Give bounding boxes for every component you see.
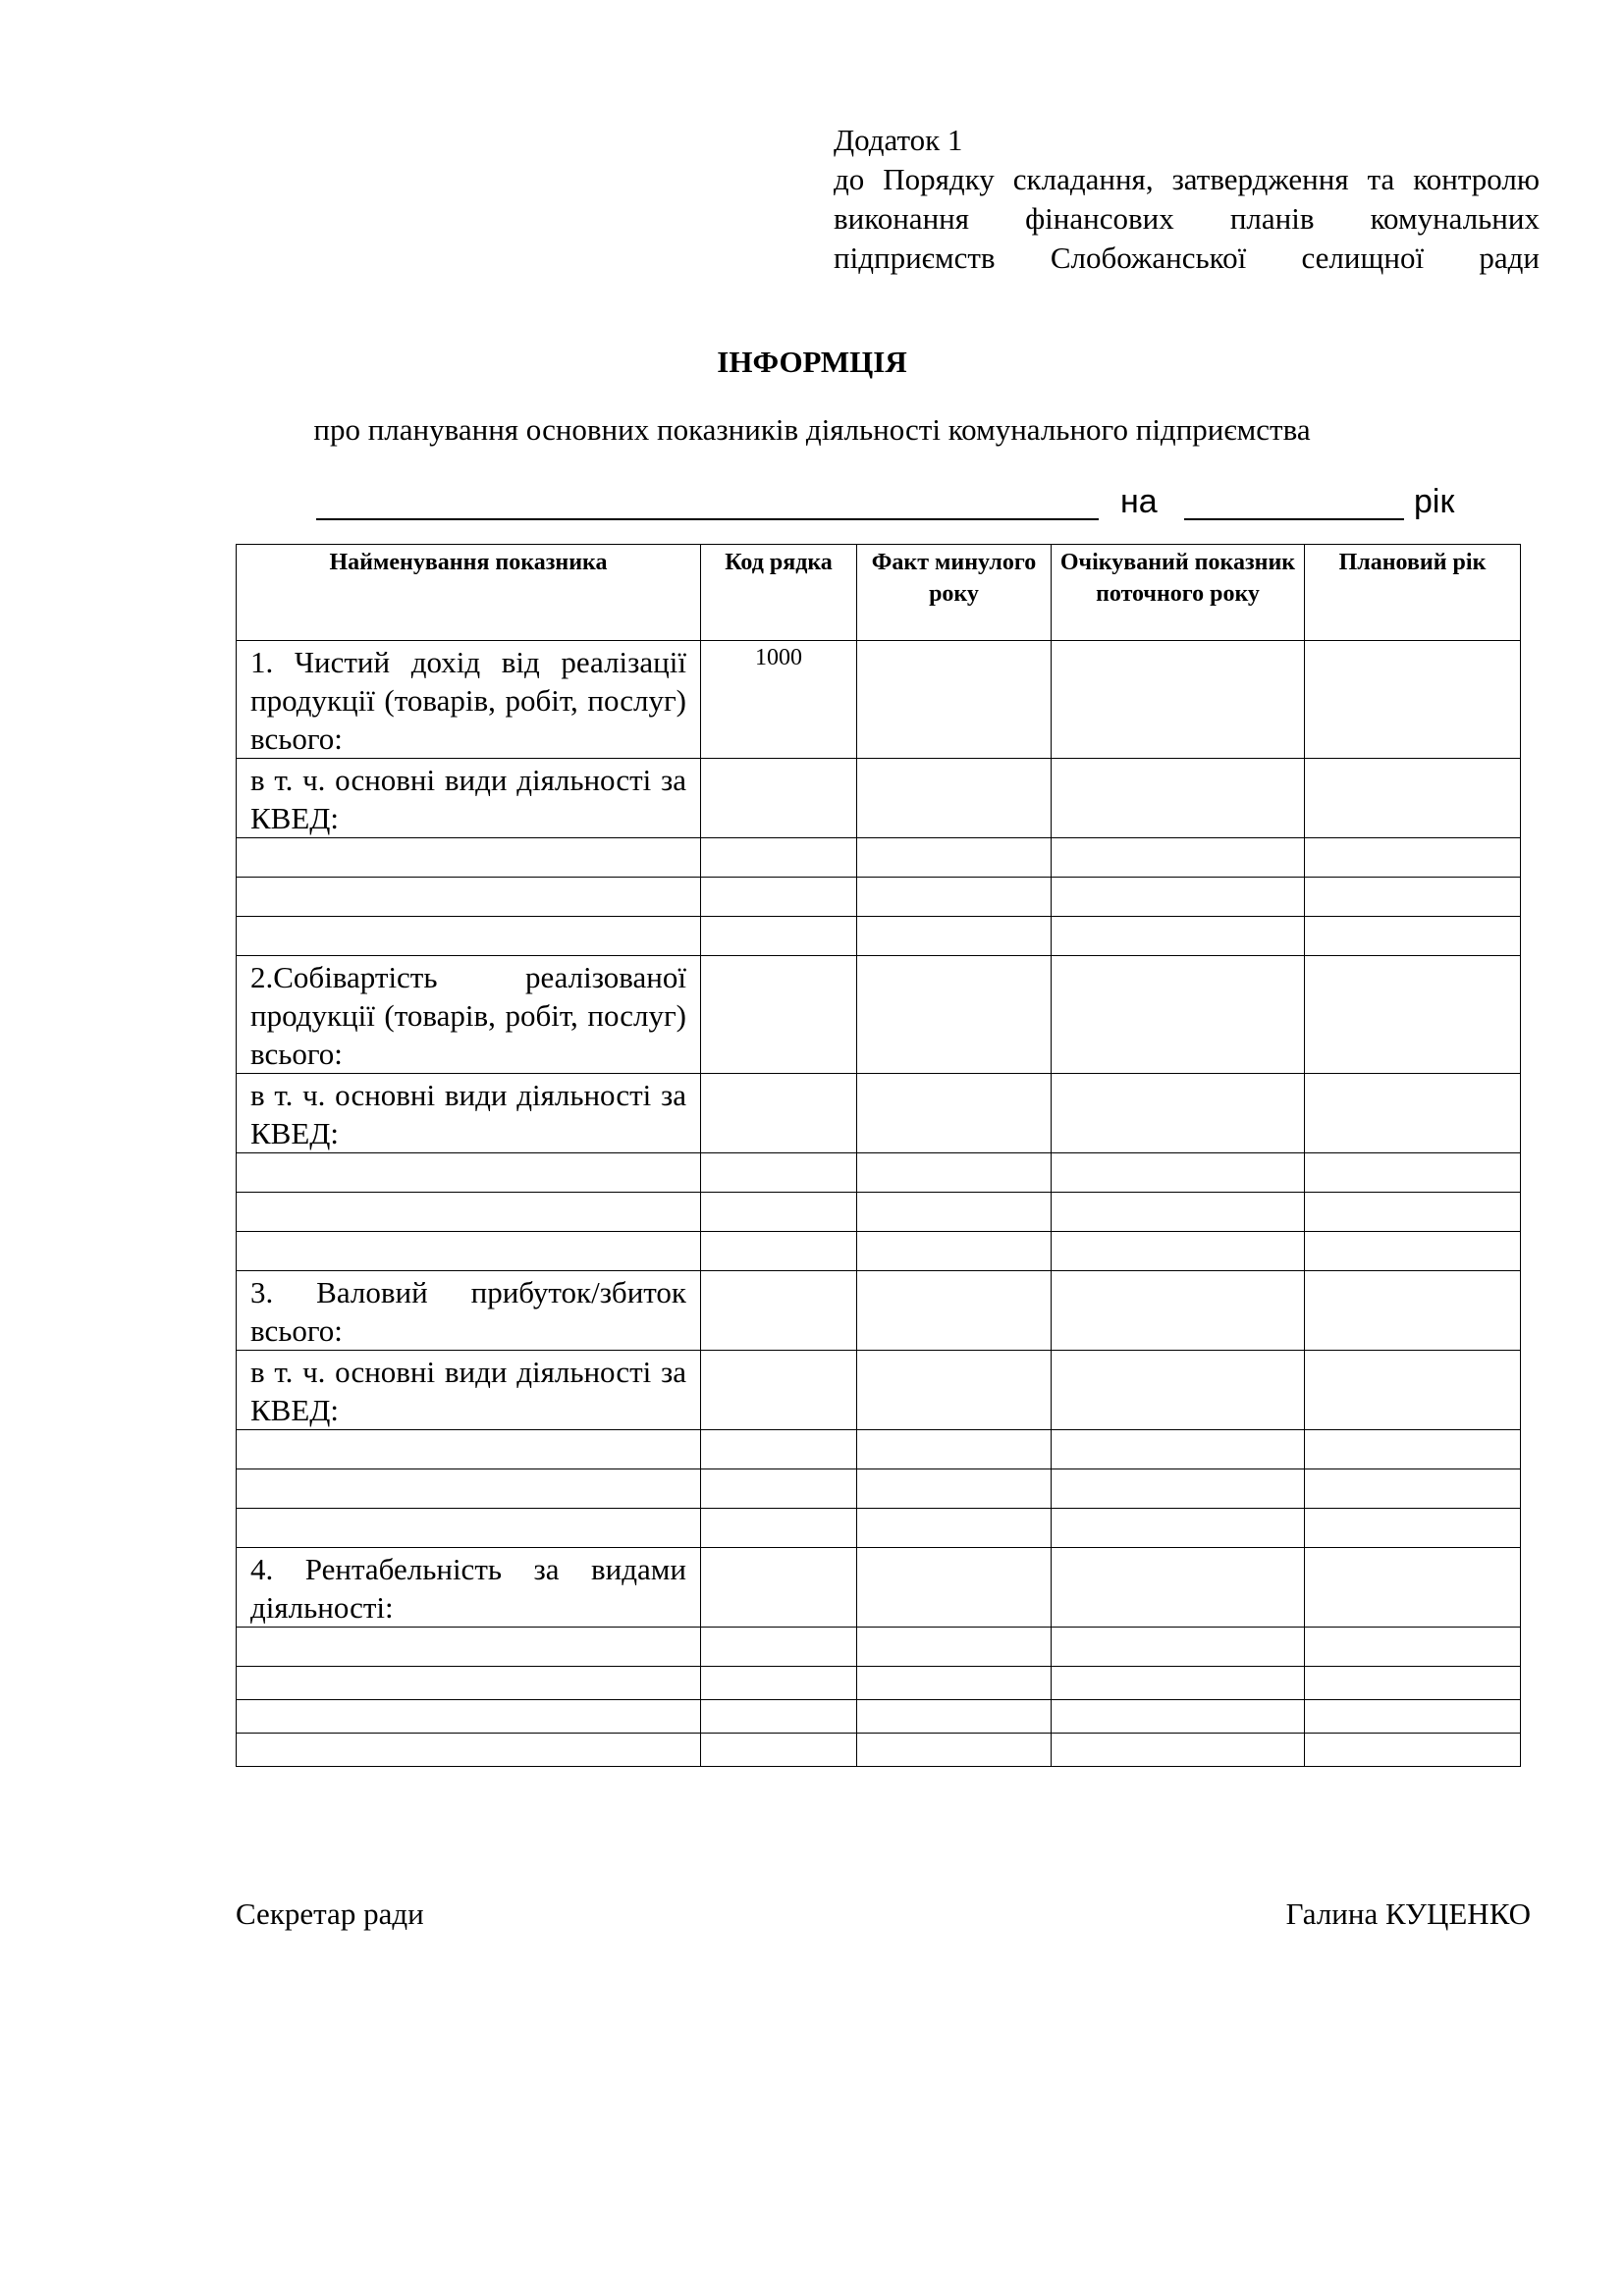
- value-cell: [857, 1430, 1052, 1469]
- indicator-name-cell: [237, 1667, 701, 1700]
- document-subtitle: про планування основних показників діяльності комунального підприємства: [313, 412, 1311, 447]
- value-cell: [1052, 1271, 1305, 1351]
- table-row: [237, 1548, 1521, 1628]
- table-row: [237, 1193, 1521, 1232]
- value-cell: [1052, 1351, 1305, 1430]
- signatory-name: Галина КУЦЕНКО: [1285, 1896, 1531, 1931]
- table-row: [237, 1271, 1521, 1351]
- table-row: [237, 1667, 1521, 1700]
- value-cell: [1305, 1628, 1521, 1667]
- indicator-name-cell: в т. ч. основні види діяльності за КВЕД:: [237, 1074, 701, 1153]
- value-cell: [857, 917, 1052, 956]
- row-code-cell: 1000: [701, 641, 857, 759]
- value-cell: [1052, 1734, 1305, 1767]
- value-cell: [1305, 1734, 1521, 1767]
- annex-line-2: до Порядку складання, затвердження та контролю: [834, 162, 1540, 196]
- value-cell: [1052, 838, 1305, 878]
- row-code-cell: [701, 1193, 857, 1232]
- value-cell: [1305, 1548, 1521, 1628]
- table-row: [237, 1628, 1521, 1667]
- row-code-cell: [701, 1153, 857, 1193]
- rik-label: рік: [1414, 483, 1455, 520]
- value-cell: [857, 838, 1052, 878]
- table-row: [237, 1700, 1521, 1734]
- indicator-name-cell: [237, 1509, 701, 1548]
- indicator-name-cell: [237, 1153, 701, 1193]
- value-cell: [1305, 1232, 1521, 1271]
- header-row-code: Код рядка: [701, 545, 857, 641]
- value-cell: [1305, 1430, 1521, 1469]
- indicator-name-cell: в т. ч. основні види діяльності за КВЕД:: [237, 1351, 701, 1430]
- value-cell: [1052, 1509, 1305, 1548]
- value-cell: [857, 1153, 1052, 1193]
- enterprise-name-blank: [316, 518, 1099, 520]
- document-title: ІНФОРМЦІЯ: [717, 345, 907, 379]
- table-row: [237, 1074, 1521, 1153]
- table-row: [237, 956, 1521, 1074]
- row-code-cell: [701, 917, 857, 956]
- value-cell: [1305, 1074, 1521, 1153]
- value-cell: [1305, 878, 1521, 917]
- row-code-cell: [701, 1271, 857, 1351]
- value-cell: [857, 1469, 1052, 1509]
- value-cell: [1052, 759, 1305, 838]
- table-row: [237, 917, 1521, 956]
- value-cell: [857, 1351, 1052, 1430]
- value-cell: [857, 641, 1052, 759]
- row-code-cell: [701, 1351, 857, 1430]
- table-row: [237, 1734, 1521, 1767]
- value-cell: [1305, 759, 1521, 838]
- row-code-cell: [701, 956, 857, 1074]
- value-cell: [857, 878, 1052, 917]
- value-cell: [1052, 1074, 1305, 1153]
- indicator-name-cell: 3. Валовий прибуток/збиток всього:: [237, 1271, 701, 1351]
- table-row: [237, 1153, 1521, 1193]
- value-cell: [1305, 1351, 1521, 1430]
- header-expected-current-year: Очікуваний показник поточного року: [1052, 545, 1305, 641]
- row-code-cell: [701, 1700, 857, 1734]
- secretary-title: Секретар ради: [236, 1896, 424, 1931]
- table-row: [237, 878, 1521, 917]
- indicator-name-cell: 2.Собівартість реалізованої продукції (товарів, робіт, послуг) всього:: [237, 956, 701, 1074]
- table-row: [237, 1351, 1521, 1430]
- indicator-name-cell: 4. Рентабельність за видами діяльності:: [237, 1548, 701, 1628]
- value-cell: [857, 956, 1052, 1074]
- value-cell: [1052, 1628, 1305, 1667]
- row-code-cell: [701, 1548, 857, 1628]
- annex-line-4: підприємств Слобожанської селищної ради: [834, 240, 1540, 275]
- table-row: [237, 1430, 1521, 1469]
- row-code-cell: [701, 1628, 857, 1667]
- value-cell: [1052, 956, 1305, 1074]
- value-cell: [857, 1271, 1052, 1351]
- value-cell: [1305, 1271, 1521, 1351]
- value-cell: [1305, 1469, 1521, 1509]
- value-cell: [1305, 1667, 1521, 1700]
- value-cell: [857, 1628, 1052, 1667]
- table-row: [237, 1469, 1521, 1509]
- annex-header: [834, 121, 1540, 278]
- row-code-cell: [701, 1734, 857, 1767]
- row-code-cell: [701, 1667, 857, 1700]
- value-cell: [1305, 917, 1521, 956]
- row-code-cell: [701, 838, 857, 878]
- row-code-cell: [701, 759, 857, 838]
- value-cell: [857, 1509, 1052, 1548]
- table-row: [237, 838, 1521, 878]
- value-cell: [857, 759, 1052, 838]
- value-cell: [1052, 878, 1305, 917]
- indicator-name-cell: [237, 878, 701, 917]
- value-cell: [857, 1700, 1052, 1734]
- indicator-name-cell: [237, 917, 701, 956]
- indicators-table: [236, 544, 1521, 1767]
- indicator-name-cell: [237, 1469, 701, 1509]
- annex-line-3: виконання фінансових планів комунальних: [834, 201, 1540, 236]
- table-row: [237, 641, 1521, 759]
- row-code-cell: [701, 1232, 857, 1271]
- value-cell: [857, 1193, 1052, 1232]
- indicator-name-cell: в т. ч. основні види діяльності за КВЕД:: [237, 759, 701, 838]
- annex-line-1: Додаток 1: [834, 123, 963, 157]
- value-cell: [1052, 1469, 1305, 1509]
- row-code-cell: [701, 1469, 857, 1509]
- indicator-name-cell: [237, 1430, 701, 1469]
- row-code-cell: [701, 1430, 857, 1469]
- row-code-cell: [701, 1509, 857, 1548]
- indicator-name-cell: [237, 1628, 701, 1667]
- table-row: [237, 1232, 1521, 1271]
- indicator-name-cell: [237, 1193, 701, 1232]
- value-cell: [857, 1548, 1052, 1628]
- value-cell: [1052, 1548, 1305, 1628]
- row-code-cell: [701, 1074, 857, 1153]
- value-cell: [1052, 1430, 1305, 1469]
- value-cell: [1052, 1667, 1305, 1700]
- indicator-name-cell: [237, 1734, 701, 1767]
- value-cell: [1052, 917, 1305, 956]
- value-cell: [1305, 1193, 1521, 1232]
- na-label: на: [1120, 483, 1158, 520]
- value-cell: [1305, 956, 1521, 1074]
- enterprise-year-line: [316, 483, 1465, 522]
- value-cell: [1305, 1509, 1521, 1548]
- row-code-cell: [701, 878, 857, 917]
- header-indicator-name: Найменування показника: [237, 545, 701, 641]
- header-last-year-fact: Факт минулого року: [857, 545, 1052, 641]
- year-blank: [1184, 518, 1404, 520]
- value-cell: [1052, 1193, 1305, 1232]
- indicator-name-cell: 1. Чистий дохід від реалізації продукції (товарів, робіт, послуг) всього:: [237, 641, 701, 759]
- value-cell: [1052, 1700, 1305, 1734]
- value-cell: [1305, 838, 1521, 878]
- indicator-name-cell: [237, 1232, 701, 1271]
- value-cell: [1052, 641, 1305, 759]
- value-cell: [1305, 1153, 1521, 1193]
- value-cell: [857, 1734, 1052, 1767]
- table-header-row: [237, 545, 1521, 641]
- value-cell: [1305, 1700, 1521, 1734]
- value-cell: [857, 1074, 1052, 1153]
- indicator-name-cell: [237, 838, 701, 878]
- value-cell: [857, 1232, 1052, 1271]
- indicator-name-cell: [237, 1700, 701, 1734]
- value-cell: [857, 1667, 1052, 1700]
- value-cell: [1052, 1232, 1305, 1271]
- value-cell: [1052, 1153, 1305, 1193]
- table-row: [237, 759, 1521, 838]
- value-cell: [1305, 641, 1521, 759]
- table-row: [237, 1509, 1521, 1548]
- header-planned-year: Плановий рік: [1305, 545, 1521, 641]
